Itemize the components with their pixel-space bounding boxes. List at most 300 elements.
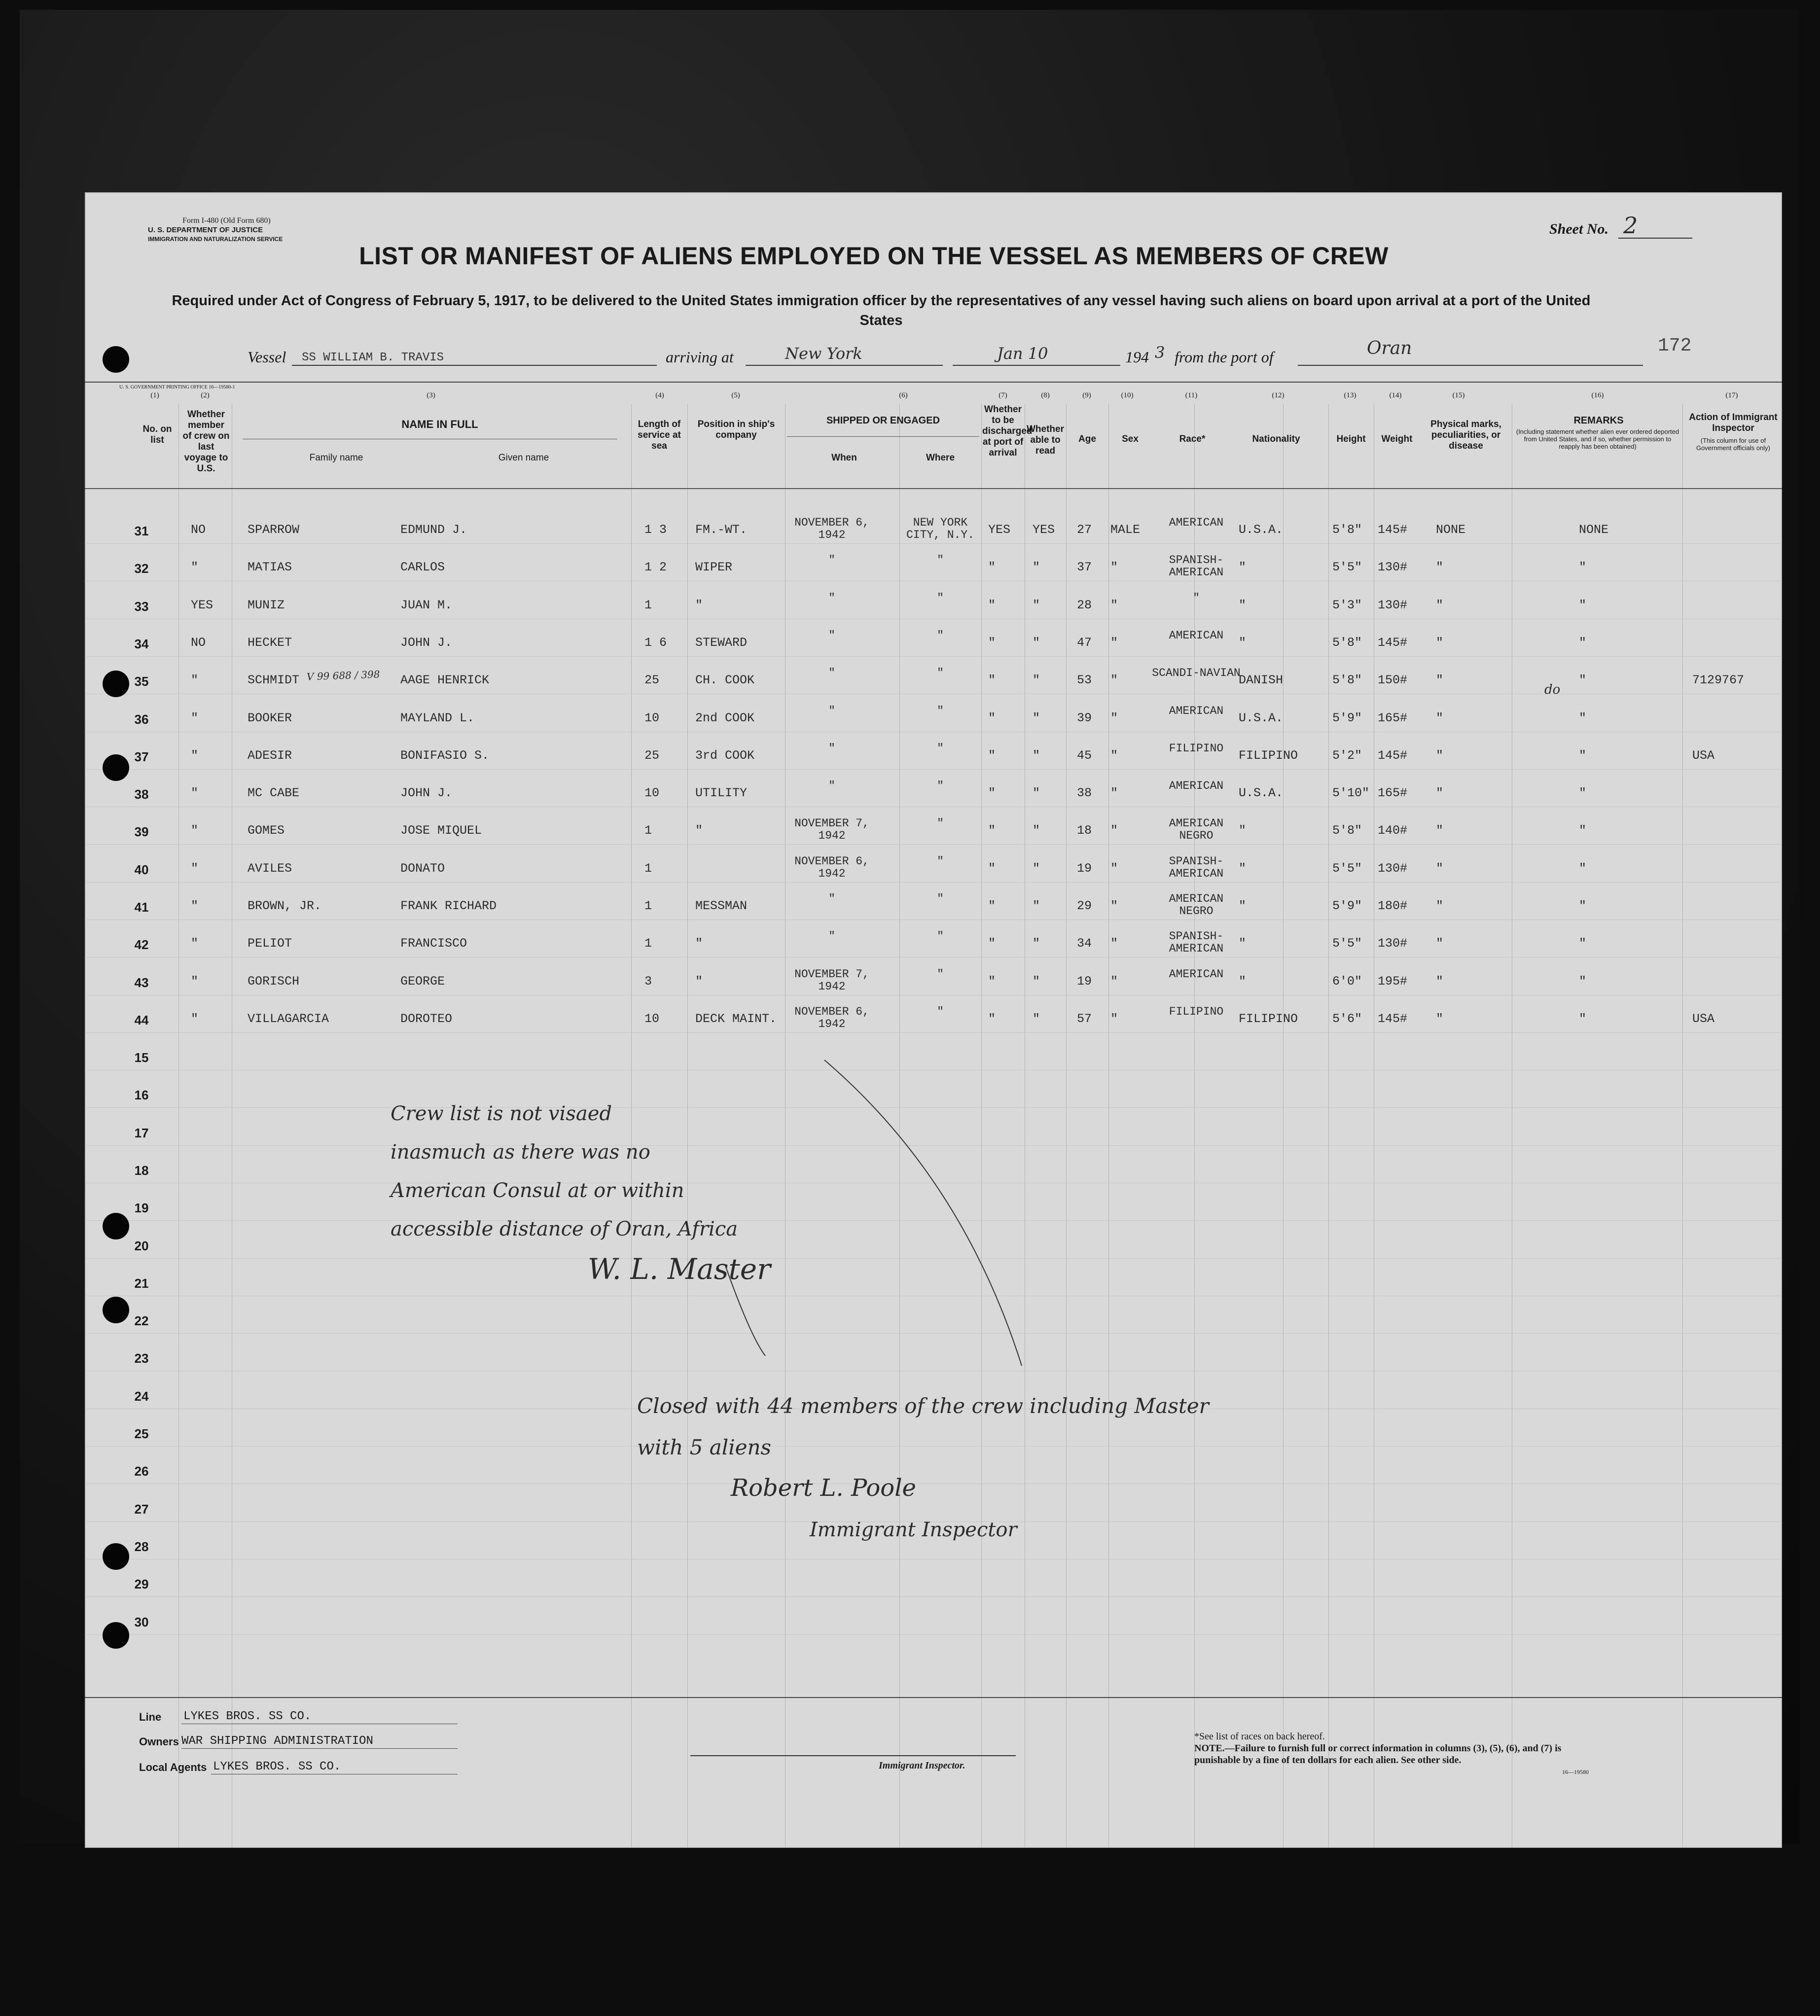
- fine-note: NOTE.—Failure to furnish full or correct information in columns (3), (5), (6), and (7) is punishable by a fine of ten dollars for each alien. See other side.: [1194, 1743, 1562, 1766]
- vessel-label: Vessel: [248, 348, 286, 366]
- empty-row-number: 29: [134, 1577, 149, 1592]
- col-family-name: SCHMIDT: [248, 673, 300, 687]
- empty-row-number: 22: [134, 1313, 149, 1328]
- col-physical-marks: ": [1436, 861, 1444, 876]
- header-family-name: Family name: [309, 453, 363, 463]
- col-last-voyage: ": [191, 673, 199, 687]
- col-given-name: FRANK RICHARD: [400, 899, 497, 913]
- col-discharged: ": [988, 823, 996, 838]
- col-weight: 165#: [1378, 786, 1408, 800]
- remarks-do-note: do: [1544, 682, 1561, 697]
- pen-stroke: [726, 1267, 765, 1356]
- row-number: 34: [134, 637, 149, 651]
- col-position: ": [695, 936, 703, 951]
- col-age: 37: [1077, 560, 1092, 574]
- col-nationality: U.S.A.: [1239, 711, 1284, 725]
- col-remarks: ": [1579, 711, 1587, 725]
- col-given-name: JOSE MIQUEL: [400, 823, 482, 838]
- closing-note-line: with 5 aliens: [637, 1435, 772, 1459]
- col-where: ": [937, 705, 944, 717]
- col-when: NOVEMBER 6, 1942: [794, 516, 869, 541]
- col-physical-marks: ": [1436, 673, 1444, 687]
- col-family-name: BROWN, JR.: [248, 899, 322, 913]
- col-read: ": [1033, 560, 1040, 574]
- header-height: Height: [1336, 434, 1366, 444]
- col-num-2: (2): [201, 391, 210, 399]
- col-family-name: HECKET: [248, 636, 292, 650]
- agents-value: LYKES BROS. SS CO.: [213, 1760, 341, 1773]
- col-where: ": [937, 855, 944, 868]
- col-position: ": [695, 974, 703, 989]
- header-nationality: Nationality: [1252, 434, 1300, 444]
- header-position: Position in ship's company: [697, 419, 775, 440]
- col-last-voyage: NO: [191, 636, 206, 650]
- col-weight: 130#: [1378, 598, 1408, 612]
- col-height: 5'8": [1332, 823, 1362, 838]
- col-weight: 130#: [1378, 861, 1408, 876]
- col-where: ": [937, 892, 944, 905]
- col-race: AMERICAN: [1169, 779, 1224, 792]
- owners-value: WAR SHIPPING ADMINISTRATION: [181, 1734, 373, 1748]
- header-last-voyage: Whether member of crew on last voyage to U.S.: [182, 409, 230, 474]
- col-height: 5'9": [1332, 711, 1362, 725]
- col-family-name: AVILES: [248, 861, 292, 876]
- col-age: 29: [1077, 899, 1092, 913]
- col-given-name: EDMUND J.: [400, 523, 467, 537]
- col-last-voyage: ": [191, 748, 199, 763]
- col-length-service: 1: [644, 899, 652, 913]
- header-weight: Weight: [1381, 434, 1413, 444]
- col-when: ": [828, 554, 835, 566]
- pen-strokes: [85, 192, 1782, 1848]
- row-number: 36: [134, 712, 149, 727]
- col-when: ": [828, 592, 835, 604]
- col-age: 39: [1077, 711, 1092, 725]
- inspector-title-handwritten: Immigrant Inspector: [810, 1519, 1017, 1541]
- col-family-name: PELIOT: [248, 936, 292, 951]
- col-given-name: JOHN J.: [400, 786, 453, 800]
- col-age: 19: [1077, 861, 1092, 876]
- punch-hole: [103, 671, 129, 697]
- col-where: ": [937, 554, 944, 566]
- col-remarks: ": [1579, 560, 1587, 574]
- arriving-port: New York: [785, 344, 862, 363]
- col-inspector-action: 7129767: [1692, 673, 1745, 687]
- col-where: ": [937, 779, 944, 792]
- col-sex: ": [1110, 560, 1118, 574]
- col-when: NOVEMBER 6, 1942: [794, 855, 869, 880]
- col-position: 3rd COOK: [695, 748, 755, 763]
- col-family-name: VILLAGARCIA: [248, 1012, 329, 1026]
- col-length-service: 1: [644, 861, 652, 876]
- col-sex: ": [1110, 786, 1118, 800]
- col-where: ": [937, 742, 944, 755]
- col-read: YES: [1033, 523, 1055, 537]
- punch-hole: [103, 754, 129, 781]
- col-num-4: (4): [655, 391, 664, 399]
- col-position: CH. COOK: [695, 673, 755, 687]
- col-weight: 145#: [1378, 748, 1408, 763]
- col-where: ": [937, 629, 944, 642]
- col-sex: ": [1110, 711, 1118, 725]
- col-remarks: ": [1579, 1012, 1587, 1026]
- col-read: ": [1033, 974, 1040, 989]
- col-remarks: NONE: [1579, 523, 1609, 537]
- col-family-name: GOMES: [248, 823, 285, 838]
- col-inspector-action: USA: [1692, 748, 1715, 763]
- col-sex: ": [1110, 899, 1118, 913]
- col-num-8: (8): [1041, 391, 1050, 399]
- empty-row-number: 23: [134, 1351, 149, 1366]
- footer-notes: [1194, 1731, 1589, 1778]
- service: IMMIGRATION AND NATURALIZATION SERVICE: [148, 236, 283, 243]
- col-family-name: ADESIR: [248, 748, 292, 763]
- col-where: ": [937, 817, 944, 830]
- empty-row-number: 30: [134, 1615, 149, 1629]
- col-age: 19: [1077, 974, 1092, 989]
- col-when: ": [828, 629, 835, 642]
- col-sex: ": [1110, 748, 1118, 763]
- col-position: 2nd COOK: [695, 711, 755, 725]
- col-physical-marks: ": [1436, 786, 1444, 800]
- col-read: ": [1033, 636, 1040, 650]
- col-position: WIPER: [695, 560, 733, 574]
- arrival-date: Jan 10: [997, 344, 1048, 363]
- col-read: ": [1033, 861, 1040, 876]
- col-race: SPANISH-AMERICAN: [1169, 554, 1224, 579]
- col-last-voyage: ": [191, 823, 199, 838]
- col-last-voyage: ": [191, 936, 199, 951]
- header-race: Race*: [1179, 434, 1206, 444]
- col-num-13: (13): [1344, 391, 1356, 399]
- col-remarks: ": [1579, 598, 1587, 612]
- form-code: 16—19580: [1562, 1768, 1589, 1775]
- col-num-3: (3): [427, 391, 435, 399]
- col-physical-marks: ": [1436, 936, 1444, 951]
- col-discharged: ": [988, 936, 996, 951]
- row-number: 43: [134, 975, 149, 990]
- col-age: 28: [1077, 598, 1092, 612]
- col-read: ": [1033, 711, 1040, 725]
- col-sex: ": [1110, 1012, 1118, 1026]
- col-physical-marks: ": [1436, 974, 1444, 989]
- pen-stroke: [824, 1060, 1022, 1366]
- header-discharged: Whether to be discharged at port of arrival: [982, 404, 1033, 458]
- from-port: Oran: [1367, 338, 1412, 358]
- inspector-signature: Robert L. Poole: [731, 1474, 916, 1502]
- col-num-6: (6): [899, 391, 908, 399]
- col-length-service: 1 3: [644, 523, 667, 537]
- col-length-service: 10: [644, 1012, 660, 1026]
- col-sex: ": [1110, 974, 1118, 989]
- col-last-voyage: YES: [191, 598, 214, 612]
- col-remarks: ": [1579, 636, 1587, 650]
- col-position: DECK MAINT.: [695, 1012, 777, 1026]
- empty-row-number: 26: [134, 1464, 149, 1479]
- col-nationality: FILIPINO: [1239, 1012, 1298, 1026]
- col-discharged: ": [988, 598, 996, 612]
- col-nationality: ": [1239, 899, 1247, 913]
- col-sex: ": [1110, 673, 1118, 687]
- col-length-service: 10: [644, 711, 660, 725]
- col-physical-marks: ": [1436, 899, 1444, 913]
- punch-hole: [103, 1622, 129, 1649]
- col-when: ": [828, 742, 835, 755]
- col-num-11: (11): [1185, 391, 1198, 399]
- col-weight: 130#: [1378, 936, 1408, 951]
- col-given-name: JOHN J.: [400, 636, 453, 650]
- col-given-name: JUAN M.: [400, 598, 453, 612]
- col-inspector-action: USA: [1692, 1012, 1715, 1026]
- col-physical-marks: ": [1436, 636, 1444, 650]
- col-last-voyage: ": [191, 560, 199, 574]
- header-age: Age: [1078, 434, 1096, 444]
- col-height: 5'8": [1332, 673, 1362, 687]
- col-family-name: MATIAS: [248, 560, 292, 574]
- header-shipped: SHIPPED OR ENGAGED: [826, 415, 940, 426]
- col-given-name: MAYLAND L.: [400, 711, 475, 725]
- col-discharged: YES: [988, 523, 1011, 537]
- col-read: ": [1033, 786, 1040, 800]
- col-physical-marks: ": [1436, 711, 1444, 725]
- header-inspector-action: Action of Immigrant Inspector: [1689, 412, 1778, 433]
- col-age: 34: [1077, 936, 1092, 951]
- col-when: NOVEMBER 7, 1942: [794, 817, 869, 842]
- line-value: LYKES BROS. SS CO.: [183, 1710, 312, 1723]
- from-port-label: from the port of: [1175, 348, 1274, 366]
- col-nationality: ": [1239, 636, 1247, 650]
- col-age: 47: [1077, 636, 1092, 650]
- col-physical-marks: ": [1436, 560, 1444, 574]
- col-num-12: (12): [1272, 391, 1285, 399]
- col-discharged: ": [988, 673, 996, 687]
- form-title: LIST OR MANIFEST OF ALIENS EMPLOYED ON THE VESSEL AS MEMBERS OF CREW: [359, 242, 1389, 270]
- col-height: 5'6": [1332, 1012, 1362, 1026]
- empty-row-number: 25: [134, 1426, 149, 1441]
- visa-note-line: accessible distance of Oran, Africa: [391, 1218, 738, 1240]
- year-suffix: 3: [1155, 343, 1165, 362]
- col-family-name: MUNIZ: [248, 598, 285, 612]
- col-position: FM.-WT.: [695, 523, 748, 537]
- col-age: 45: [1077, 748, 1092, 763]
- col-discharged: ": [988, 1012, 996, 1026]
- col-height: 5'8": [1332, 636, 1362, 650]
- col-num-1: (1): [150, 391, 159, 399]
- col-num-14: (14): [1389, 391, 1402, 399]
- col-discharged: ": [988, 560, 996, 574]
- col-discharged: ": [988, 711, 996, 725]
- row-number: 39: [134, 824, 149, 839]
- col-weight: 145#: [1378, 1012, 1408, 1026]
- col-discharged: ": [988, 748, 996, 763]
- col-given-name: DOROTEO: [400, 1012, 453, 1026]
- col-discharged: ": [988, 861, 996, 876]
- immigrant-inspector-label: Immigrant Inspector.: [879, 1760, 965, 1771]
- col-given-name: GEORGE: [400, 974, 445, 989]
- col-sex: ": [1110, 598, 1118, 612]
- col-weight: 180#: [1378, 899, 1408, 913]
- col-discharged: ": [988, 636, 996, 650]
- vessel-name: SS WILLIAM B. TRAVIS: [302, 351, 444, 364]
- col-nationality: U.S.A.: [1239, 786, 1284, 800]
- col-age: 38: [1077, 786, 1092, 800]
- col-read: ": [1033, 598, 1040, 612]
- col-where: NEW YORK CITY, N.Y.: [906, 516, 975, 541]
- empty-row-number: 20: [134, 1238, 149, 1253]
- form-number: Form I-480 (Old Form 680): [182, 216, 271, 225]
- punch-hole: [103, 1297, 129, 1323]
- col-when: ": [828, 705, 835, 717]
- col-age: 53: [1077, 673, 1092, 687]
- col-race: ": [1193, 592, 1200, 604]
- empty-row-number: 15: [134, 1050, 149, 1065]
- col-given-name: CARLOS: [400, 560, 445, 574]
- col-family-name: MC CABE: [248, 786, 300, 800]
- col-nationality: U.S.A.: [1239, 523, 1284, 537]
- owners-underline: [181, 1748, 458, 1749]
- col-num-5: (5): [731, 391, 740, 399]
- col-remarks: ": [1579, 861, 1587, 876]
- col-physical-marks: NONE: [1436, 523, 1466, 537]
- header-name-in-full: NAME IN FULL: [401, 418, 478, 430]
- stamp-number: 172: [1658, 335, 1692, 356]
- header-read: Whether able to read: [1027, 424, 1064, 456]
- col-nationality: ": [1239, 823, 1247, 838]
- col-where: ": [937, 968, 944, 981]
- col-read: ": [1033, 899, 1040, 913]
- col-when: ": [828, 667, 835, 679]
- col-race: AMERICAN NEGRO: [1169, 892, 1224, 918]
- col-race: AMERICAN: [1169, 968, 1224, 981]
- header-remarks: REMARKS: [1573, 415, 1624, 426]
- line-label: Line: [139, 1711, 162, 1723]
- col-nationality: ": [1239, 598, 1247, 612]
- header-physical-marks: Physical marks, peculiarities, or disease: [1430, 419, 1501, 451]
- empty-row-number: 24: [134, 1389, 149, 1404]
- col-last-voyage: ": [191, 861, 199, 876]
- visa-note-line: American Consul at or within: [391, 1179, 684, 1202]
- manifest-sheet: [85, 192, 1782, 1848]
- row-number: 40: [134, 862, 149, 877]
- col-where: ": [937, 667, 944, 679]
- col-remarks: ": [1579, 786, 1587, 800]
- col-length-service: 25: [644, 673, 660, 687]
- col-sex: MALE: [1110, 523, 1141, 537]
- col-position: ": [695, 598, 703, 612]
- row-number: 31: [134, 524, 149, 538]
- col-last-voyage: ": [191, 974, 199, 989]
- col-weight: 145#: [1378, 636, 1408, 650]
- col-weight: 195#: [1378, 974, 1408, 989]
- col-race: FILIPINO: [1169, 1005, 1224, 1018]
- col-where: ": [937, 930, 944, 943]
- col-read: ": [1033, 748, 1040, 763]
- col-given-name: BONIFASIO S.: [400, 748, 490, 763]
- col-where: ": [937, 592, 944, 604]
- empty-row-number: 28: [134, 1539, 149, 1554]
- col-given-name: FRANCISCO: [400, 936, 467, 951]
- col-position: UTILITY: [695, 786, 748, 800]
- races-note: *See list of races on back hereof.: [1194, 1731, 1325, 1742]
- empty-row-number: 27: [134, 1502, 149, 1517]
- row-number: 44: [134, 1013, 149, 1027]
- owners-label: Owners: [139, 1735, 179, 1748]
- header-inspector-note: (This column for use of Government officials only): [1696, 437, 1771, 452]
- col-remarks: ": [1579, 899, 1587, 913]
- footer-rule: [85, 1697, 1782, 1698]
- col-sex: ": [1110, 636, 1118, 650]
- col-read: ": [1033, 936, 1040, 951]
- inspector-signature-line: [690, 1755, 1016, 1756]
- col-when: ": [828, 930, 835, 943]
- row-number: 35: [134, 674, 149, 689]
- arriving-label: arriving at: [666, 348, 734, 366]
- col-position: MESSMAN: [695, 899, 748, 913]
- col-last-voyage: ": [191, 711, 199, 725]
- empty-row-number: 16: [134, 1088, 149, 1102]
- col-length-service: 1 6: [644, 636, 667, 650]
- col-race: SPANISH-AMERICAN: [1169, 930, 1224, 955]
- col-nationality: ": [1239, 936, 1247, 951]
- header-length-service: Length of service at sea: [638, 419, 681, 451]
- department: U. S. DEPARTMENT OF JUSTICE: [148, 226, 263, 234]
- row-number: 42: [134, 937, 149, 952]
- col-race: AMERICAN: [1169, 629, 1224, 642]
- col-family-name: GORISCH: [248, 974, 300, 989]
- col-race: AMERICAN NEGRO: [1169, 817, 1224, 842]
- col-when: NOVEMBER 6, 1942: [794, 1005, 869, 1030]
- row-number: 38: [134, 787, 149, 802]
- col-height: 5'5": [1332, 560, 1362, 574]
- col-race: SPANISH-AMERICAN: [1169, 855, 1224, 880]
- empty-row-number: 17: [134, 1126, 149, 1140]
- col-physical-marks: ": [1436, 823, 1444, 838]
- col-height: 5'5": [1332, 936, 1362, 951]
- col-remarks: ": [1579, 974, 1587, 989]
- col-discharged: ": [988, 974, 996, 989]
- header-when: When: [831, 453, 857, 463]
- col-race: AMERICAN: [1169, 705, 1224, 717]
- col-physical-marks: ": [1436, 1012, 1444, 1026]
- col-position: STEWARD: [695, 636, 748, 650]
- col-position: ": [695, 823, 703, 838]
- col-num-9: (9): [1082, 391, 1091, 399]
- year-prefix: 194: [1125, 348, 1149, 366]
- col-age: 57: [1077, 1012, 1092, 1026]
- header-sex: Sex: [1122, 434, 1139, 444]
- visa-note-line: Crew list is not visaed: [391, 1102, 612, 1125]
- col-discharged: ": [988, 899, 996, 913]
- master-signature: W. L. Master: [588, 1252, 771, 1286]
- col-length-service: 10: [644, 786, 660, 800]
- col-length-service: 1: [644, 598, 652, 612]
- col-length-service: 1: [644, 823, 652, 838]
- col-race: SCANDI-NAVIAN: [1152, 667, 1241, 679]
- col-remarks: ": [1579, 936, 1587, 951]
- col-sex: ": [1110, 936, 1118, 951]
- col-remarks: ": [1579, 748, 1587, 763]
- id-number-note: V 99 688 / 398: [306, 668, 380, 683]
- col-family-name: BOOKER: [248, 711, 292, 725]
- col-where: ": [937, 1005, 944, 1018]
- col-length-service: 25: [644, 748, 660, 763]
- col-length-service: 3: [644, 974, 652, 989]
- row-number: 41: [134, 900, 149, 915]
- col-age: 27: [1077, 523, 1092, 537]
- col-last-voyage: ": [191, 899, 199, 913]
- col-age: 18: [1077, 823, 1092, 838]
- punch-hole: [103, 1213, 129, 1239]
